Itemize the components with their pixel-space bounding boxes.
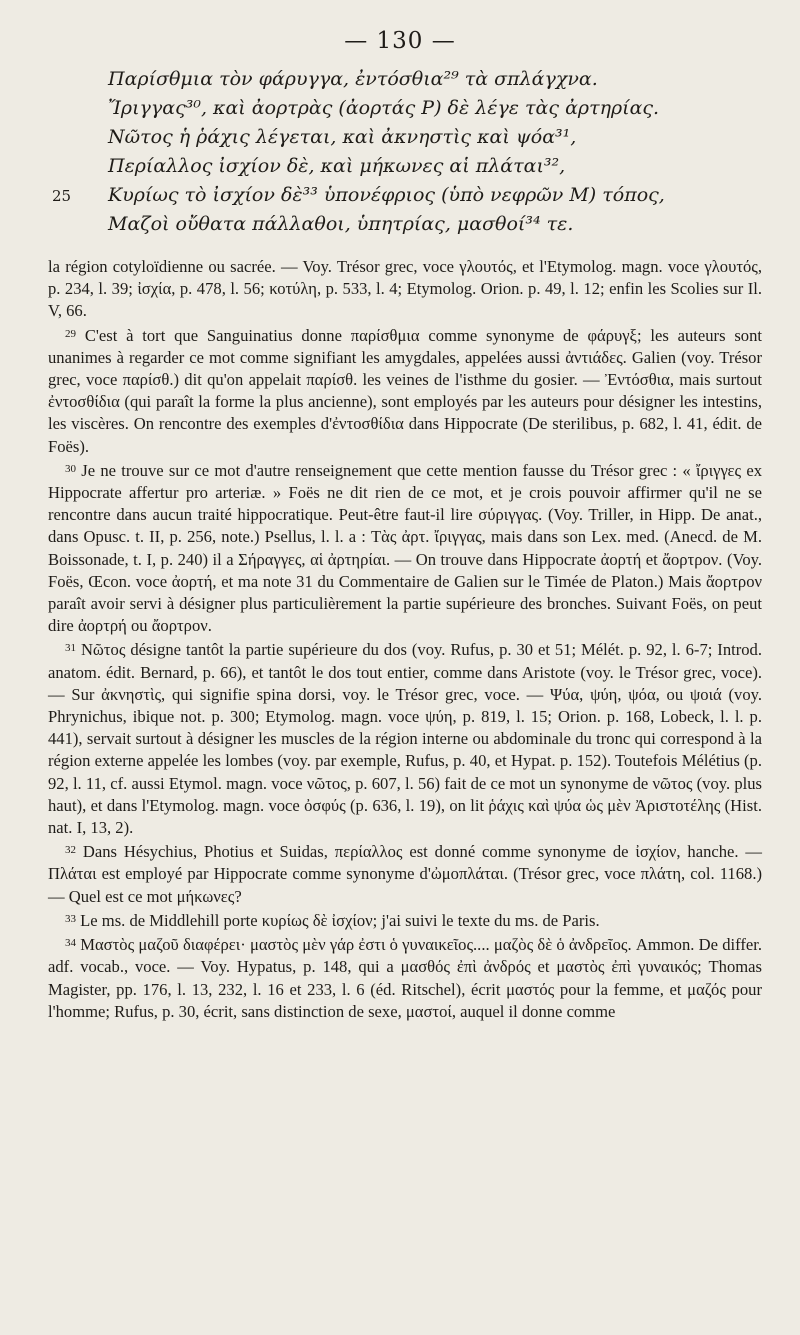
verse-text: Κυρίως τὸ ἰσχίον δὲ³³ ὑπονέφριος (ὑπὸ νεφρῶν M) τόπος,: [108, 184, 665, 206]
footnote-text: Je ne trouve sur ce mot d'autre renseignement que cette mention fausse du Trésor grec : « ἴριγγες ex Hippocrate affertur pro arteriæ. » Foës ne dit rien de ce mot, et je crois pouvoir affirmer qu'il ne se rencontre dans aucun traité hippocratique. Peut-être faut-il lire σύριγγας. (Voy. Triller, in Hipp. De anat., dans Opusc. t. II, p. 256, note.) Psellus, l. l. a : Τὰς ἀρτ. ἴριγγας, mais dans son Lex. med. (Anecd. de M. Boissonade, t. I, p. 240) il a Σήραγγες, αἱ ἀρτηρίαι. — On trouve dans Hippocrate ἀορτή et ἄορτρον. (Voy. Foës, Œcon. voce ἀορτή, et ma note 31 du Commentaire de Galien sur le Timée de Platon.) Mais ἄορτρον paraît avoir servi à désigner plus particulièrement la partie supérieure des bronches. Suivant Foës, on peut dire ἀορτρή ou ἄορτρον.: [48, 460, 762, 636]
footnote-31: [48, 637, 762, 839]
footnotes: [48, 256, 762, 1023]
footnote-number: 31: [65, 642, 76, 655]
verse-text: Ἴριγγας³⁰, καὶ ἀορτρὰς (ἀορτάς P) δὲ λέγε τὰς ἀρτηρίας.: [108, 97, 660, 119]
footnote-30: [48, 458, 762, 638]
footnote-text: Νῶτος désigne tantôt la partie supérieure du dos (voy. Rufus, p. 30 et 51; Mélét. p. 92, l. 6-7; Introd. anatom. édit. Bernard, p. 66), et tantôt le dos tout entier, comme dans Aristote (voy. le Trésor grec, voce). — Sur ἀκνηστὶς, qui signifie spina dorsi, voy. le Trésor grec, voce. — Ψύα, ψύη, ψόα, ou ψοιά (voy. Phrynichus, ibique not. p. 300; Etymolog. magn. voce ψύη, p. 819, l. 15; Orion. p. 168, Lobeck, l. l. p. 441), servait surtout à désigner les muscles de la région interne ou abdominale du tronc qui correspond à la région externe appelée les lombes (voy. par exemple, Rufus, p. 40, et Hypat. p. 152). Toutefois Mélétius (p. 92, l. 11, cf. aussi Etymol. magn. voce νῶτος, p. 607, l. 56) fait de ce mot un synonyme de νῶτος (voy. plus haut), et dans l'Etymolog. magn. voce ὀσφύς (p. 636, l. 19), on lit ῥάχις καὶ ψύα ὡς μὲν Ἀριστοτέλης (Hist. nat. I, 13, 2).: [48, 640, 762, 838]
footnote-text: la région cotyloïdienne ou sacrée. — Voy. Trésor grec, voce γλουτός, et l'Etymolog. magn. voce γλουτός, p. 234, l. 39; ἰσχία, p. 478, l. 56; κοτύλη, p. 533, l. 4; Etymolog. Orion. p. 49, l. 12; enfin les Scolies sur Il. V, 66.: [48, 257, 762, 321]
verse-text: Περίαλλος ἰσχίον δὲ, καὶ μήκωνες αἱ πλάται³²,: [108, 155, 566, 177]
footnote-number: 29: [65, 327, 76, 340]
footnote-text: C'est à tort que Sanguinatius donne παρίσθμια comme synonyme de φάρυγξ; les auteurs sont unanimes à regarder ce mot comme signifiant les amygdales, appelées aussi ἀντιάδες. Galien (voy. Trésor grec, voce παρίσθ.) dit qu'on appelait παρίσθ. les veines de l'isthme du gosier. — Ἐντόσθια, mais surtout ἐντοσθίδια (qui paraît la forme la plus ancienne), sont employés par les auteurs pour désigner les intestins, les viscères. On rencontre des exemples d'ἐντοσθίδια dans Hippocrate (De sterilibus, p. 682, l. 41, édit. de Foës).: [48, 325, 762, 456]
verse-line-number: 25: [52, 187, 72, 205]
footnote-text: Dans Hésychius, Photius et Suidas, περίαλλος est donné comme synonyme de ἰσχίον, hanche. — Πλάται est employé par Hippocrate comme synonyme d'ὠμοπλάται. (Trésor grec, voce πλάτη, col. 1168.) — Quel est ce mot μήκωνες?: [48, 842, 762, 906]
footnote-number: 34: [65, 937, 76, 950]
footnote-32: [48, 839, 762, 908]
verse-line: [108, 68, 788, 90]
verse-line: [108, 97, 788, 119]
footnote-continuation: [48, 256, 762, 323]
footnote-text: Μαστὸς μαζοῦ διαφέρει· μαστὸς μὲν γάρ ἐστι ὁ γυναικεῖος.... μαζὸς δὲ ὁ ἀνδρεῖος. Ammon. De differ. adf. vocab., voce. — Voy. Hypatus, p. 148, qui a μασθός ἐπὶ ἀνδρός et μαστὸς ἐπὶ γυναικός; Thomas Magister, pp. 176, l. 13, 232, l. 16 et 233, l. 6 (éd. Ritschel), écrit μαστός pour la femme, et μαζός pour l'homme; Rufus, p. 30, écrit, sans distinction de sexe, μαστοί, auquel il donne comme: [48, 935, 762, 1021]
footnote-text: Le ms. de Middlehill porte κυρίως δὲ ἰσχίον; j'ai suivi le texte du ms. de Paris.: [80, 910, 600, 930]
footnote-number: 33: [65, 912, 76, 925]
verse-line: [52, 184, 788, 206]
footnote-34: [48, 932, 762, 1023]
page-number: — 130 —: [344, 28, 456, 54]
footnote-33: [48, 908, 762, 932]
verse-text: Μαζοὶ οὔθατα πάλλαθοι, ὑπητρίας, μασθοί³⁴ τε.: [108, 213, 574, 235]
footnote-number: 32: [65, 844, 76, 857]
verse-text: Παρίσθμια τὸν φάρυγγα, ἐντόσθια²⁹ τὰ σπλάγχνα.: [108, 68, 598, 90]
verse-text: Νῶτος ἡ ῥάχις λέγεται, καὶ ἀκνηστὶς καὶ ψόα³¹,: [108, 126, 577, 148]
footnote-29: [48, 323, 762, 458]
verse-line: [108, 126, 788, 148]
verse-line: [108, 155, 788, 177]
footnote-number: 30: [65, 462, 76, 475]
verse-line: [108, 213, 788, 235]
